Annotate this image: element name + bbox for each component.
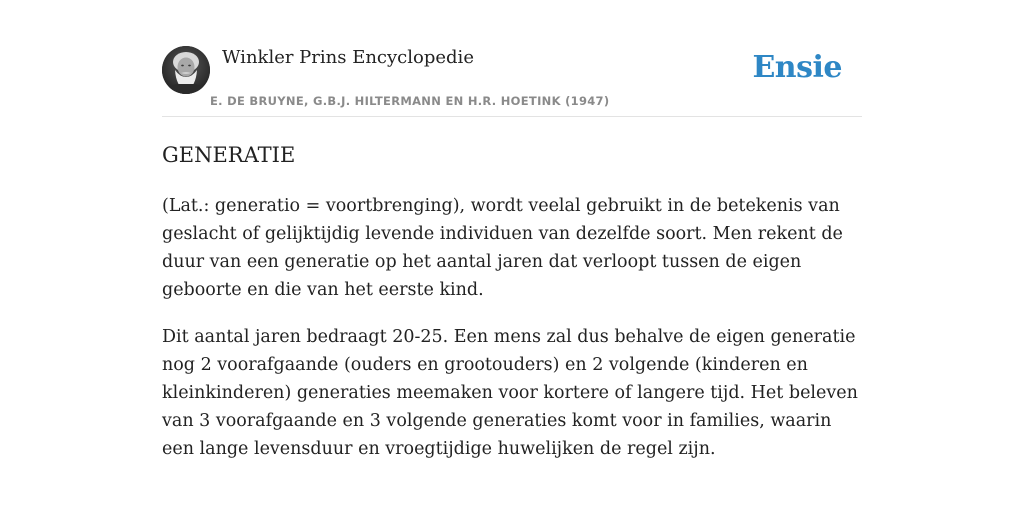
article — [162, 140, 862, 482]
author-portrait-icon — [162, 46, 210, 94]
article-title: GENERATIE — [162, 143, 296, 167]
authors-line: E. DE BRUYNE, G.B.J. HILTERMANN EN H.R. HOETINK (1947) — [210, 94, 610, 108]
ensie-logo[interactable]: Ensie — [752, 50, 842, 85]
article-paragraph: (Lat.: generatio = voortbrenging), wordt veelal gebruikt in de betekenis van geslacht of gelijktijdig levende individuen van dezelfde soort. Men rekent de duur van een generatie op het aantal jaren dat verloopt tussen de eigen geboorte en die van het eerste kind. — [162, 196, 843, 300]
author-avatar — [162, 46, 210, 94]
article-paragraph: Dit aantal jaren bedraagt 20-25. Een mens zal dus behalve de eigen generatie nog 2 voorafgaande (ouders en grootouders) en 2 volgende (kinderen en kleinkinderen) generaties meemaken voor kortere of langere tijd. Het beleven van 3 voorafgaande en 3 volgende generaties komt voor in families, waarin een lange levensduur en vroegtijdige huwelijken de regel zijn. — [162, 327, 858, 459]
header — [162, 46, 862, 117]
encyclopedia-title[interactable]: Winkler Prins Encyclopedie — [222, 47, 474, 68]
